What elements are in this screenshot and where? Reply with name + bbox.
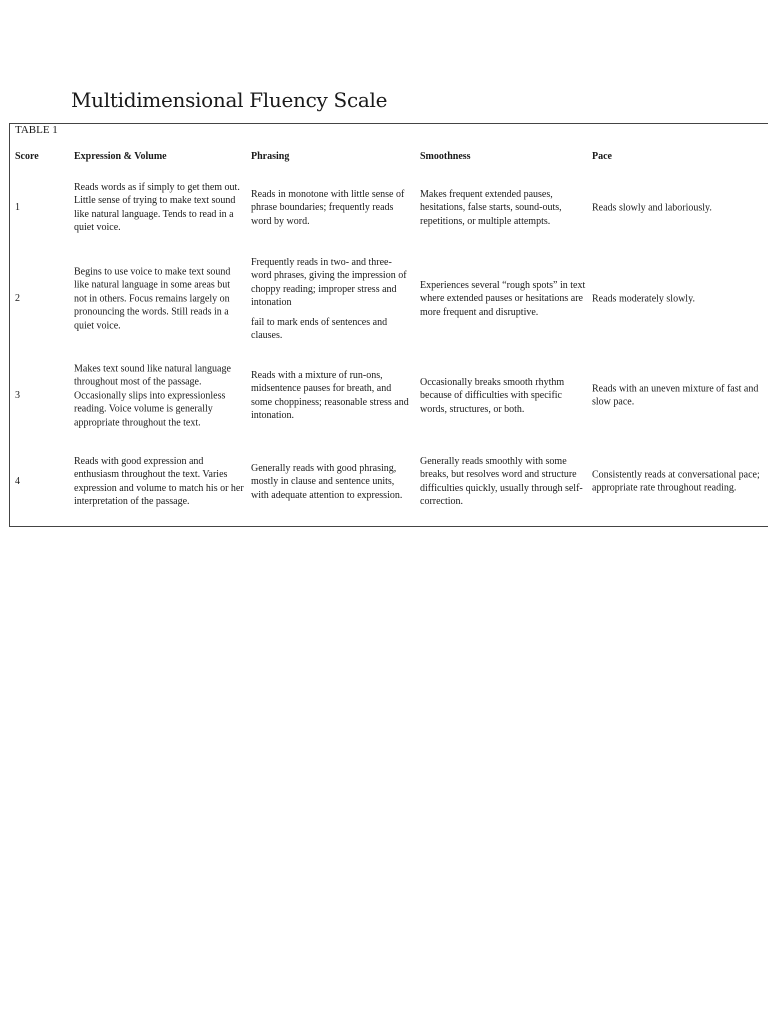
smoothness-cell xyxy=(420,188,586,228)
expression-cell xyxy=(74,265,244,332)
cell-text: fail to mark ends of sentences and clauses. xyxy=(251,316,388,341)
smoothness-cell xyxy=(420,376,586,416)
header-pace: Pace xyxy=(592,151,612,162)
fluency-table xyxy=(9,123,768,527)
cell-text: Reads with a mixture of run-ons, midsentence pauses for breath, and some choppiness; reasonable stress and intonation. xyxy=(251,370,409,422)
score-cell: 4 xyxy=(15,476,20,487)
pace-cell xyxy=(592,201,768,214)
smoothness-cell xyxy=(420,455,586,509)
pace-cell xyxy=(592,469,768,496)
header-smoothness: Smoothness xyxy=(420,151,471,162)
cell-text: Frequently reads in two- and three-word phrases, giving the impression of choppy reading; improper stress and intonation xyxy=(251,256,407,308)
smoothness-cell xyxy=(420,279,586,319)
cell-text: Reads with good expression and enthusiasm throughout the text. Varies expression and volume to match his or her interpretation of the passage. xyxy=(74,456,244,508)
pace-cell xyxy=(592,292,768,305)
expression-cell xyxy=(74,362,244,429)
phrasing-cell xyxy=(251,462,411,502)
cell-text: Reads slowly and laboriously. xyxy=(592,202,712,214)
phrasing-cell xyxy=(251,369,411,423)
cell-text: Makes text sound like natural language throughout most of the passage. Occasionally slips into expressionless reading. Voice volume is generally appropriate throughout the text. xyxy=(74,363,231,429)
pace-cell xyxy=(592,383,768,410)
cell-text: Generally reads smoothly with some breaks, but resolves word and structure difficulties quickly, usually through self-correction. xyxy=(420,456,583,508)
table-caption: TABLE 1 xyxy=(15,124,58,136)
phrasing-cell xyxy=(251,188,411,228)
cell-text: Occasionally breaks smooth rhythm because of difficulties with specific words, structures, or both. xyxy=(420,376,565,415)
cell-text: Experiences several “rough spots” in text where extended pauses or hesitations are more frequent and disruptive. xyxy=(420,279,586,318)
cell-text: Begins to use voice to make text sound like natural language in some areas but not in others. Focus remains largely on pronouncing the words. Still reads in a quiet voice. xyxy=(74,266,231,332)
cell-text: Consistently reads at conversational pace; appropriate rate throughout reading. xyxy=(592,469,760,494)
expression-cell xyxy=(74,181,244,235)
header-phrasing: Phrasing xyxy=(251,151,290,162)
score-cell: 2 xyxy=(15,293,20,304)
cell-text: Generally reads with good phrasing, mostly in clause and sentence units, with adequate attention to expression. xyxy=(251,462,403,501)
score-cell: 1 xyxy=(15,202,20,213)
header-expression-volume: Expression & Volume xyxy=(74,151,167,162)
cell-text: Reads in monotone with little sense of phrase boundaries; frequently reads word by word. xyxy=(251,188,405,227)
expression-cell xyxy=(74,455,244,509)
phrasing-cell xyxy=(251,256,411,342)
cell-text: Reads moderately slowly. xyxy=(592,293,695,305)
cell-text: Reads words as if simply to get them out. Little sense of trying to make text sound like natural language. Tends to read in a quiet voice. xyxy=(74,182,240,234)
score-cell: 3 xyxy=(15,390,20,401)
cell-text: Makes frequent extended pauses, hesitations, false starts, sound-outs, repetitions, or multiple attempts. xyxy=(420,188,562,227)
cell-text: Reads with an uneven mixture of fast and slow pace. xyxy=(592,383,759,408)
header-score: Score xyxy=(15,151,39,162)
document-title: Multidimensional Fluency Scale xyxy=(71,88,388,112)
